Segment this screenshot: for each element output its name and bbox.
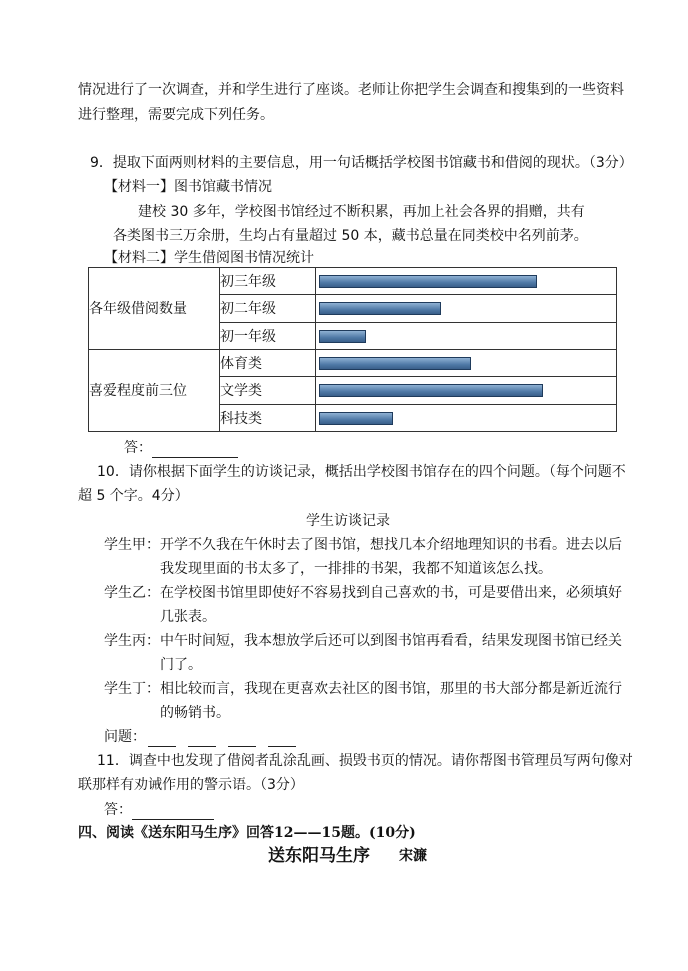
student-line: 中午时间短，我本想放学后还可以到图书馆再看看，结果发现图书馆已经关 — [160, 633, 622, 649]
bar-grade-3 — [319, 275, 537, 288]
material2-title: 【材料二】学生借阅图书情况统计 — [104, 250, 314, 266]
article-author: 宋濂 — [399, 848, 427, 864]
article-title: 送东阳马生序 — [268, 846, 370, 866]
category-label: 初二年级 — [220, 295, 316, 322]
group-label-preference: 喜爱程度前三位 — [89, 349, 220, 431]
student-line: 相比较而言，我现在更喜欢去社区的图书馆，那里的书大部分都是新近流行 — [160, 681, 622, 697]
material1-title: 【材料一】图书馆藏书情况 — [104, 179, 272, 195]
student-line: 开学不久我在午休时去了图书馆，想找几本介绍地理知识的书看。进去以后 — [160, 537, 622, 553]
student-name: 学生甲： — [104, 537, 160, 553]
material1-line-1: 建校 30 多年，学校图书馆经过不断积累，再加上社会各界的捐赠，共有 — [138, 204, 585, 220]
problem-blank-4[interactable] — [268, 732, 296, 747]
q10-prompt-line-2: 超 5 个字。4分） — [78, 488, 189, 504]
category-label: 初一年级 — [220, 322, 316, 349]
q9-answer — [124, 438, 238, 458]
answer-blank[interactable] — [152, 443, 238, 458]
bar-cell — [316, 349, 617, 376]
category-label: 科技类 — [220, 404, 316, 431]
bar-grade-1 — [319, 330, 366, 343]
q11-prompt-line-1: 11．调查中也发现了借阅者乱涂乱画、损毁书页的情况。请你帮图书管理员写两句像对 — [97, 753, 633, 769]
student-name: 学生乙： — [104, 585, 160, 601]
bar-cell — [316, 377, 617, 404]
bar-cell — [316, 268, 617, 295]
bar-grade-2 — [319, 302, 441, 315]
section-4-heading: 四、阅读《送东阳马生序》回答12——15题。(10分) — [78, 825, 416, 841]
category-label: 初三年级 — [220, 268, 316, 295]
q11-answer — [104, 800, 214, 820]
group-label-grade: 各年级借阅数量 — [89, 268, 220, 350]
student-line: 我发现里面的书太多了，一排排的书架，我都不知道该怎么找。 — [160, 561, 552, 577]
bar-cell — [316, 404, 617, 431]
problem-label: 问题： — [104, 729, 146, 745]
student-line: 的畅销书。 — [160, 705, 230, 721]
material1-line-2: 各类图书三万余册，生均占有量超过 50 本，藏书总量在同类校中名列前茅。 — [113, 228, 588, 244]
bar-sports — [319, 357, 471, 370]
problem-blank-2[interactable] — [188, 732, 216, 747]
problem-blank-3[interactable] — [228, 732, 256, 747]
student-line: 在学校图书馆里即使好不容易找到自己喜欢的书，可是要借出来，必须填好 — [160, 585, 622, 601]
intro-line-1: 情况进行了一次调查，并和学生进行了座谈。老师让你把学生会调查和搜集到的一些资料 — [78, 82, 624, 98]
interview-record-title: 学生访谈记录 — [306, 513, 390, 529]
q11-prompt-line-2: 联那样有劝诫作用的警示语。（3分） — [78, 777, 304, 793]
student-name: 学生丁： — [104, 681, 160, 697]
q10-prompt-line-1: 10．请你根据下面学生的访谈记录，概括出学校图书馆存在的四个问题。（每个问题不 — [97, 464, 626, 480]
category-label: 文学类 — [220, 377, 316, 404]
answer-blank[interactable] — [132, 805, 214, 820]
student-line: 几张表。 — [160, 609, 216, 625]
borrowing-stats-table — [88, 267, 617, 432]
bar-science — [319, 412, 393, 425]
student-name: 学生丙： — [104, 633, 160, 649]
problem-blank-1[interactable] — [148, 732, 176, 747]
bar-cell — [316, 322, 617, 349]
problem-row — [104, 727, 296, 747]
answer-label: 答： — [104, 802, 132, 818]
bar-literature — [319, 384, 543, 397]
answer-label: 答： — [124, 440, 152, 456]
category-label: 体育类 — [220, 349, 316, 376]
bar-cell — [316, 295, 617, 322]
student-line: 门了。 — [160, 657, 202, 673]
q9-prompt: 9．提取下面两则材料的主要信息，用一句话概括学校图书馆藏书和借阅的现状。（3分） — [90, 155, 633, 171]
intro-line-2: 进行整理，需要完成下列任务。 — [78, 107, 274, 123]
